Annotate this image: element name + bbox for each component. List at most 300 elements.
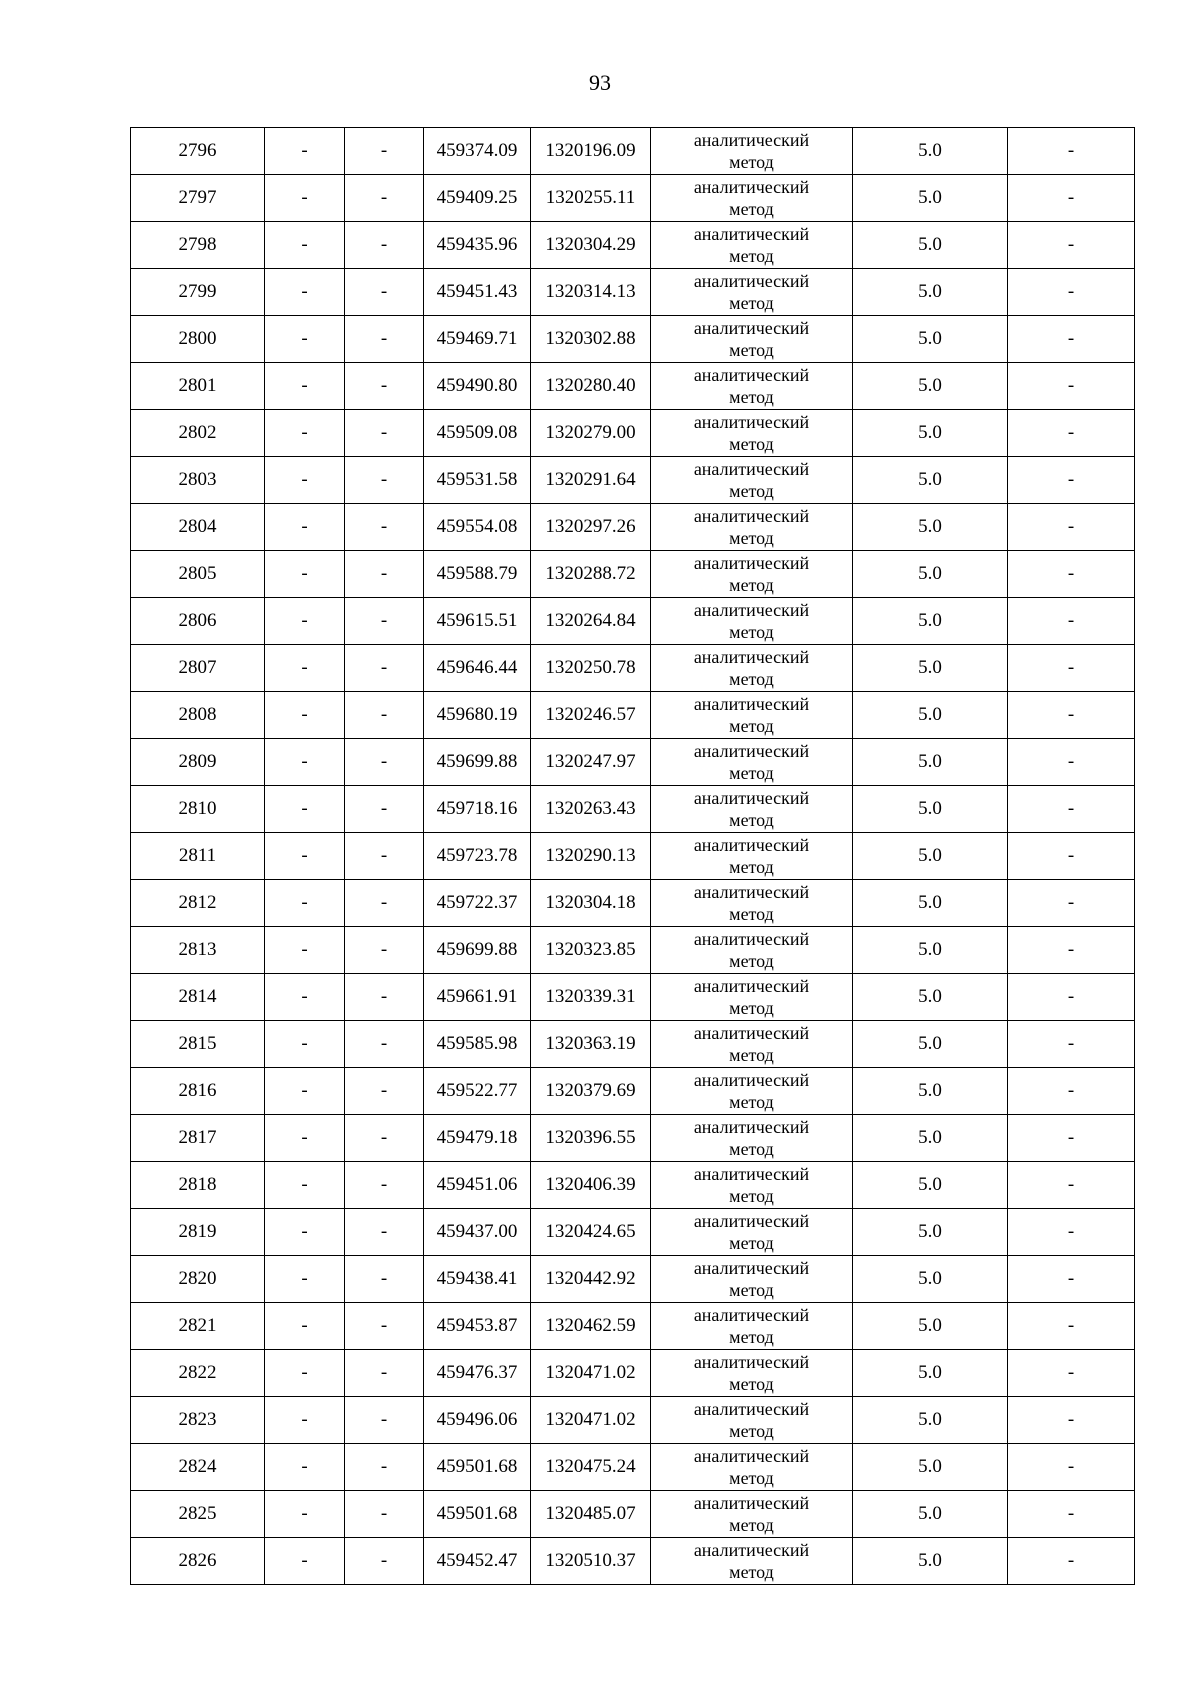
table-row [131, 1491, 1135, 1538]
accuracy-cell: 5.0 [853, 316, 1008, 363]
dash-cell-2: - [345, 128, 424, 175]
table-row [131, 316, 1135, 363]
point-number-cell: 2811 [131, 833, 265, 880]
dash-cell-1: - [265, 927, 345, 974]
method-line-2: метод [729, 763, 774, 783]
dash-cell-2: - [345, 1491, 424, 1538]
table-row [131, 598, 1135, 645]
method-cell [651, 1256, 853, 1303]
method-line-2: метод [729, 1515, 774, 1535]
method-line-2: метод [729, 293, 774, 313]
x-coordinate-cell: 459531.58 [424, 457, 531, 504]
method-line-1: аналитический [693, 506, 810, 526]
method-line-2: метод [729, 1468, 774, 1488]
table-row [131, 1162, 1135, 1209]
table-row [131, 645, 1135, 692]
table-row [131, 269, 1135, 316]
dash-cell-1: - [265, 1350, 345, 1397]
method-line-2: метод [729, 1139, 774, 1159]
dash-cell-1: - [265, 504, 345, 551]
dash-cell-1: - [265, 692, 345, 739]
y-coordinate-cell: 1320304.18 [531, 880, 651, 927]
method-line-1: аналитический [693, 1399, 810, 1419]
x-coordinate-cell: 459469.71 [424, 316, 531, 363]
dash-cell-2: - [345, 1538, 424, 1585]
table-row [131, 551, 1135, 598]
method-line-1: аналитический [693, 271, 810, 291]
accuracy-cell: 5.0 [853, 363, 1008, 410]
dash-cell-1: - [265, 410, 345, 457]
method-cell [651, 504, 853, 551]
dash-cell-1: - [265, 128, 345, 175]
dash-cell-1: - [265, 222, 345, 269]
y-coordinate-cell: 1320246.57 [531, 692, 651, 739]
accuracy-cell: 5.0 [853, 457, 1008, 504]
method-cell [651, 128, 853, 175]
accuracy-cell: 5.0 [853, 598, 1008, 645]
accuracy-cell: 5.0 [853, 1303, 1008, 1350]
x-coordinate-cell: 459661.91 [424, 974, 531, 1021]
x-coordinate-cell: 459722.37 [424, 880, 531, 927]
method-line-1: аналитический [693, 647, 810, 667]
method-cell [651, 222, 853, 269]
dash-cell-2: - [345, 551, 424, 598]
dash-cell-3: - [1008, 880, 1135, 927]
method-cell [651, 1068, 853, 1115]
method-line-2: метод [729, 434, 774, 454]
x-coordinate-cell: 459646.44 [424, 645, 531, 692]
method-line-2: метод [729, 1280, 774, 1300]
y-coordinate-cell: 1320424.65 [531, 1209, 651, 1256]
method-line-2: метод [729, 1092, 774, 1112]
table-row [131, 927, 1135, 974]
dash-cell-3: - [1008, 1256, 1135, 1303]
x-coordinate-cell: 459615.51 [424, 598, 531, 645]
method-cell [651, 1303, 853, 1350]
method-line-1: аналитический [693, 835, 810, 855]
method-cell [651, 1209, 853, 1256]
method-line-2: метод [729, 1233, 774, 1253]
x-coordinate-cell: 459435.96 [424, 222, 531, 269]
dash-cell-3: - [1008, 457, 1135, 504]
table-row [131, 1303, 1135, 1350]
dash-cell-1: - [265, 175, 345, 222]
method-cell [651, 645, 853, 692]
x-coordinate-cell: 459723.78 [424, 833, 531, 880]
dash-cell-2: - [345, 880, 424, 927]
point-number-cell: 2805 [131, 551, 265, 598]
y-coordinate-cell: 1320297.26 [531, 504, 651, 551]
dash-cell-1: - [265, 1538, 345, 1585]
method-line-1: аналитический [693, 1493, 810, 1513]
method-cell [651, 927, 853, 974]
dash-cell-3: - [1008, 1209, 1135, 1256]
point-number-cell: 2806 [131, 598, 265, 645]
table-row [131, 1444, 1135, 1491]
x-coordinate-cell: 459680.19 [424, 692, 531, 739]
method-line-2: метод [729, 387, 774, 407]
method-cell [651, 833, 853, 880]
accuracy-cell: 5.0 [853, 1256, 1008, 1303]
method-line-2: метод [729, 1562, 774, 1582]
dash-cell-2: - [345, 692, 424, 739]
accuracy-cell: 5.0 [853, 551, 1008, 598]
point-number-cell: 2801 [131, 363, 265, 410]
y-coordinate-cell: 1320379.69 [531, 1068, 651, 1115]
method-cell [651, 363, 853, 410]
table-row [131, 974, 1135, 1021]
y-coordinate-cell: 1320290.13 [531, 833, 651, 880]
method-line-2: метод [729, 340, 774, 360]
point-number-cell: 2804 [131, 504, 265, 551]
dash-cell-3: - [1008, 833, 1135, 880]
table-row [131, 504, 1135, 551]
dash-cell-2: - [345, 457, 424, 504]
y-coordinate-cell: 1320363.19 [531, 1021, 651, 1068]
dash-cell-1: - [265, 1209, 345, 1256]
x-coordinate-cell: 459490.80 [424, 363, 531, 410]
y-coordinate-cell: 1320462.59 [531, 1303, 651, 1350]
dash-cell-2: - [345, 786, 424, 833]
table-row [131, 739, 1135, 786]
method-line-2: метод [729, 810, 774, 830]
accuracy-cell: 5.0 [853, 1491, 1008, 1538]
method-line-1: аналитический [693, 976, 810, 996]
method-cell [651, 786, 853, 833]
method-cell [651, 1444, 853, 1491]
point-number-cell: 2813 [131, 927, 265, 974]
dash-cell-2: - [345, 1444, 424, 1491]
point-number-cell: 2814 [131, 974, 265, 1021]
accuracy-cell: 5.0 [853, 1115, 1008, 1162]
dash-cell-2: - [345, 1303, 424, 1350]
method-line-1: аналитический [693, 412, 810, 432]
x-coordinate-cell: 459374.09 [424, 128, 531, 175]
table-row [131, 786, 1135, 833]
method-line-2: метод [729, 669, 774, 689]
table-row [131, 222, 1135, 269]
dash-cell-1: - [265, 1397, 345, 1444]
y-coordinate-cell: 1320471.02 [531, 1350, 651, 1397]
dash-cell-2: - [345, 504, 424, 551]
accuracy-cell: 5.0 [853, 175, 1008, 222]
y-coordinate-cell: 1320396.55 [531, 1115, 651, 1162]
point-number-cell: 2809 [131, 739, 265, 786]
dash-cell-3: - [1008, 1538, 1135, 1585]
method-line-2: метод [729, 951, 774, 971]
accuracy-cell: 5.0 [853, 1538, 1008, 1585]
y-coordinate-cell: 1320485.07 [531, 1491, 651, 1538]
y-coordinate-cell: 1320323.85 [531, 927, 651, 974]
y-coordinate-cell: 1320247.97 [531, 739, 651, 786]
dash-cell-1: - [265, 1021, 345, 1068]
point-number-cell: 2803 [131, 457, 265, 504]
dash-cell-2: - [345, 645, 424, 692]
method-cell [651, 1021, 853, 1068]
accuracy-cell: 5.0 [853, 1021, 1008, 1068]
point-number-cell: 2815 [131, 1021, 265, 1068]
x-coordinate-cell: 459409.25 [424, 175, 531, 222]
dash-cell-1: - [265, 551, 345, 598]
method-line-1: аналитический [693, 741, 810, 761]
accuracy-cell: 5.0 [853, 1209, 1008, 1256]
table-row [131, 175, 1135, 222]
table-row [131, 1115, 1135, 1162]
dash-cell-1: - [265, 1491, 345, 1538]
table-body [131, 128, 1135, 1585]
method-line-1: аналитический [693, 459, 810, 479]
x-coordinate-cell: 459554.08 [424, 504, 531, 551]
method-line-1: аналитический [693, 1070, 810, 1090]
method-line-1: аналитический [693, 1352, 810, 1372]
dash-cell-1: - [265, 833, 345, 880]
x-coordinate-cell: 459585.98 [424, 1021, 531, 1068]
dash-cell-1: - [265, 1115, 345, 1162]
y-coordinate-cell: 1320510.37 [531, 1538, 651, 1585]
accuracy-cell: 5.0 [853, 880, 1008, 927]
dash-cell-2: - [345, 1162, 424, 1209]
y-coordinate-cell: 1320264.84 [531, 598, 651, 645]
method-cell [651, 880, 853, 927]
dash-cell-2: - [345, 363, 424, 410]
method-line-2: метод [729, 575, 774, 595]
dash-cell-3: - [1008, 269, 1135, 316]
y-coordinate-cell: 1320406.39 [531, 1162, 651, 1209]
accuracy-cell: 5.0 [853, 1162, 1008, 1209]
method-line-2: метод [729, 904, 774, 924]
dash-cell-1: - [265, 974, 345, 1021]
method-line-2: метод [729, 998, 774, 1018]
method-line-2: метод [729, 1045, 774, 1065]
accuracy-cell: 5.0 [853, 645, 1008, 692]
table-row [131, 1256, 1135, 1303]
y-coordinate-cell: 1320196.09 [531, 128, 651, 175]
method-line-1: аналитический [693, 1211, 810, 1231]
dash-cell-3: - [1008, 1021, 1135, 1068]
dash-cell-3: - [1008, 1350, 1135, 1397]
dash-cell-1: - [265, 1303, 345, 1350]
x-coordinate-cell: 459453.87 [424, 1303, 531, 1350]
method-line-2: метод [729, 716, 774, 736]
accuracy-cell: 5.0 [853, 128, 1008, 175]
dash-cell-2: - [345, 1350, 424, 1397]
method-cell [651, 1350, 853, 1397]
y-coordinate-cell: 1320279.00 [531, 410, 651, 457]
method-line-1: аналитический [693, 694, 810, 714]
x-coordinate-cell: 459588.79 [424, 551, 531, 598]
y-coordinate-cell: 1320255.11 [531, 175, 651, 222]
point-number-cell: 2823 [131, 1397, 265, 1444]
point-number-cell: 2817 [131, 1115, 265, 1162]
dash-cell-2: - [345, 833, 424, 880]
method-line-1: аналитический [693, 929, 810, 949]
accuracy-cell: 5.0 [853, 1068, 1008, 1115]
method-line-2: метод [729, 199, 774, 219]
y-coordinate-cell: 1320314.13 [531, 269, 651, 316]
point-number-cell: 2797 [131, 175, 265, 222]
dash-cell-2: - [345, 598, 424, 645]
dash-cell-2: - [345, 927, 424, 974]
y-coordinate-cell: 1320291.64 [531, 457, 651, 504]
method-line-1: аналитический [693, 1117, 810, 1137]
method-line-2: метод [729, 1374, 774, 1394]
point-number-cell: 2798 [131, 222, 265, 269]
dash-cell-2: - [345, 1068, 424, 1115]
dash-cell-3: - [1008, 363, 1135, 410]
method-cell [651, 1115, 853, 1162]
dash-cell-1: - [265, 1068, 345, 1115]
accuracy-cell: 5.0 [853, 739, 1008, 786]
point-number-cell: 2807 [131, 645, 265, 692]
point-number-cell: 2796 [131, 128, 265, 175]
point-number-cell: 2824 [131, 1444, 265, 1491]
x-coordinate-cell: 459509.08 [424, 410, 531, 457]
method-cell [651, 551, 853, 598]
point-number-cell: 2818 [131, 1162, 265, 1209]
table-row [131, 410, 1135, 457]
dash-cell-2: - [345, 1115, 424, 1162]
accuracy-cell: 5.0 [853, 1397, 1008, 1444]
method-cell [651, 316, 853, 363]
accuracy-cell: 5.0 [853, 974, 1008, 1021]
point-number-cell: 2822 [131, 1350, 265, 1397]
dash-cell-3: - [1008, 551, 1135, 598]
dash-cell-3: - [1008, 1068, 1135, 1115]
x-coordinate-cell: 459496.06 [424, 1397, 531, 1444]
accuracy-cell: 5.0 [853, 1350, 1008, 1397]
dash-cell-3: - [1008, 1115, 1135, 1162]
dash-cell-2: - [345, 1256, 424, 1303]
point-number-cell: 2821 [131, 1303, 265, 1350]
point-number-cell: 2819 [131, 1209, 265, 1256]
method-cell [651, 692, 853, 739]
dash-cell-3: - [1008, 316, 1135, 363]
dash-cell-3: - [1008, 1491, 1135, 1538]
dash-cell-3: - [1008, 1303, 1135, 1350]
y-coordinate-cell: 1320475.24 [531, 1444, 651, 1491]
point-number-cell: 2810 [131, 786, 265, 833]
accuracy-cell: 5.0 [853, 1444, 1008, 1491]
dash-cell-3: - [1008, 410, 1135, 457]
table-row [131, 1350, 1135, 1397]
dash-cell-3: - [1008, 645, 1135, 692]
point-number-cell: 2816 [131, 1068, 265, 1115]
table-row [131, 692, 1135, 739]
table-row [131, 833, 1135, 880]
method-line-1: аналитический [693, 1258, 810, 1278]
accuracy-cell: 5.0 [853, 410, 1008, 457]
y-coordinate-cell: 1320263.43 [531, 786, 651, 833]
dash-cell-1: - [265, 1162, 345, 1209]
method-line-2: метод [729, 622, 774, 642]
dash-cell-1: - [265, 786, 345, 833]
y-coordinate-cell: 1320304.29 [531, 222, 651, 269]
method-line-1: аналитический [693, 365, 810, 385]
accuracy-cell: 5.0 [853, 222, 1008, 269]
table-row [131, 1209, 1135, 1256]
table-row [131, 1021, 1135, 1068]
method-line-1: аналитический [693, 318, 810, 338]
accuracy-cell: 5.0 [853, 692, 1008, 739]
x-coordinate-cell: 459452.47 [424, 1538, 531, 1585]
coordinates-table [130, 127, 1135, 1585]
method-line-2: метод [729, 1421, 774, 1441]
x-coordinate-cell: 459699.88 [424, 927, 531, 974]
y-coordinate-cell: 1320280.40 [531, 363, 651, 410]
table-row [131, 1397, 1135, 1444]
table-row [131, 363, 1135, 410]
method-line-1: аналитический [693, 1164, 810, 1184]
accuracy-cell: 5.0 [853, 269, 1008, 316]
x-coordinate-cell: 459451.43 [424, 269, 531, 316]
dash-cell-2: - [345, 1209, 424, 1256]
method-line-2: метод [729, 152, 774, 172]
method-cell [651, 1491, 853, 1538]
method-line-1: аналитический [693, 177, 810, 197]
dash-cell-3: - [1008, 1444, 1135, 1491]
method-cell [651, 410, 853, 457]
dash-cell-3: - [1008, 598, 1135, 645]
dash-cell-1: - [265, 457, 345, 504]
method-line-1: аналитический [693, 224, 810, 244]
dash-cell-2: - [345, 739, 424, 786]
method-cell [651, 269, 853, 316]
x-coordinate-cell: 459479.18 [424, 1115, 531, 1162]
accuracy-cell: 5.0 [853, 786, 1008, 833]
dash-cell-1: - [265, 598, 345, 645]
dash-cell-1: - [265, 739, 345, 786]
method-cell [651, 1162, 853, 1209]
method-cell [651, 598, 853, 645]
point-number-cell: 2799 [131, 269, 265, 316]
dash-cell-3: - [1008, 739, 1135, 786]
dash-cell-3: - [1008, 222, 1135, 269]
dash-cell-2: - [345, 222, 424, 269]
table-row [131, 1538, 1135, 1585]
x-coordinate-cell: 459501.68 [424, 1444, 531, 1491]
method-line-1: аналитический [693, 788, 810, 808]
dash-cell-3: - [1008, 974, 1135, 1021]
method-line-1: аналитический [693, 600, 810, 620]
y-coordinate-cell: 1320288.72 [531, 551, 651, 598]
x-coordinate-cell: 459476.37 [424, 1350, 531, 1397]
x-coordinate-cell: 459522.77 [424, 1068, 531, 1115]
dash-cell-2: - [345, 175, 424, 222]
method-line-1: аналитический [693, 1446, 810, 1466]
method-cell [651, 1538, 853, 1585]
dash-cell-2: - [345, 1397, 424, 1444]
dash-cell-3: - [1008, 786, 1135, 833]
page-number: 93 [589, 70, 611, 95]
point-number-cell: 2808 [131, 692, 265, 739]
dash-cell-2: - [345, 316, 424, 363]
dash-cell-1: - [265, 1256, 345, 1303]
method-line-1: аналитический [693, 130, 810, 150]
dash-cell-3: - [1008, 927, 1135, 974]
method-line-1: аналитический [693, 1305, 810, 1325]
method-cell [651, 739, 853, 786]
x-coordinate-cell: 459718.16 [424, 786, 531, 833]
table-row [131, 128, 1135, 175]
method-cell [651, 974, 853, 1021]
point-number-cell: 2802 [131, 410, 265, 457]
table-row [131, 457, 1135, 504]
dash-cell-1: - [265, 1444, 345, 1491]
dash-cell-2: - [345, 269, 424, 316]
accuracy-cell: 5.0 [853, 927, 1008, 974]
point-number-cell: 2812 [131, 880, 265, 927]
dash-cell-1: - [265, 880, 345, 927]
